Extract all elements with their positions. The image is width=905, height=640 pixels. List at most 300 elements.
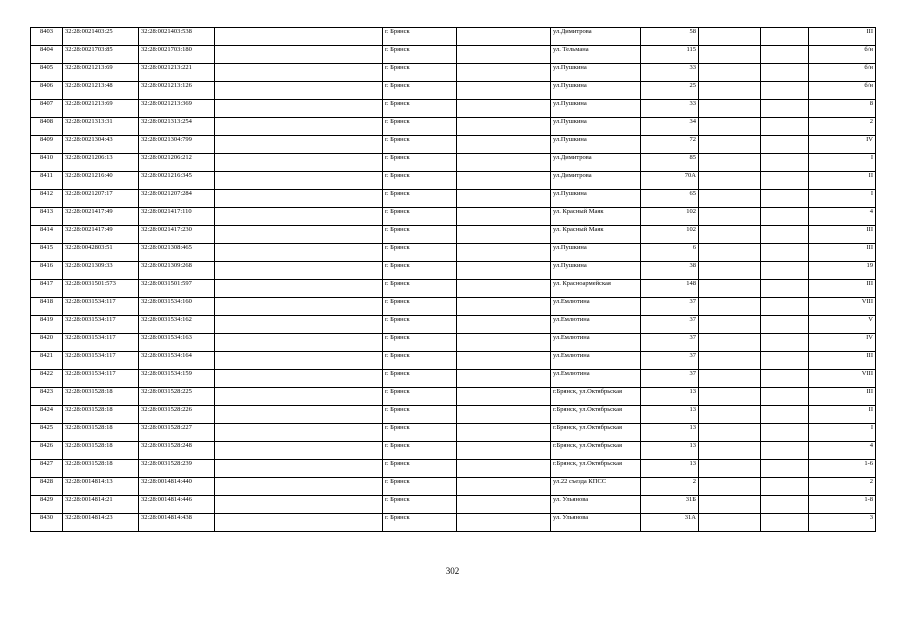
cell-cell-empty-a — [215, 406, 383, 424]
cell-street: ул.Димитрова — [551, 172, 641, 190]
cell-cadastral-object-number: 32:28:0021304:799 — [139, 136, 215, 154]
cell-cell-empty-c — [699, 352, 761, 370]
cell-cell-empty-b — [457, 100, 551, 118]
cell-cadastral-object-number: 32:28:0021213:221 — [139, 64, 215, 82]
cell-cell-empty-d — [761, 28, 809, 46]
cell-cell-empty-a — [215, 226, 383, 244]
cell-cell-empty-b — [457, 298, 551, 316]
cell-cadastral-land-number: 32:28:0042803:51 — [63, 244, 139, 262]
cell-cell-empty-b — [457, 64, 551, 82]
cell-street: ул.Димитрова — [551, 28, 641, 46]
cell-apartment: II — [809, 172, 876, 190]
cell-cell-empty-d — [761, 514, 809, 532]
cell-cadastral-land-number: 32:28:0021313:31 — [63, 118, 139, 136]
cell-house-number: 38 — [641, 262, 699, 280]
cell-apartment: III — [809, 388, 876, 406]
cell-cell-empty-c — [699, 118, 761, 136]
table-row — [31, 136, 876, 154]
cell-cadastral-land-number: 32:28:0031528:18 — [63, 442, 139, 460]
cell-cadastral-land-number: 32:28:0014814:21 — [63, 496, 139, 514]
cell-cell-empty-c — [699, 262, 761, 280]
cell-apartment: I — [809, 154, 876, 172]
cell-cell-empty-c — [699, 280, 761, 298]
cell-cadastral-land-number: 32:28:0021216:40 — [63, 172, 139, 190]
cell-row-number: 8421 — [31, 352, 63, 370]
cell-city: г. Брянск — [383, 226, 457, 244]
cell-cell-empty-a — [215, 442, 383, 460]
cell-row-number: 8406 — [31, 82, 63, 100]
cell-city: г. Брянск — [383, 334, 457, 352]
table-row — [31, 334, 876, 352]
table-row — [31, 262, 876, 280]
cell-row-number: 8414 — [31, 226, 63, 244]
cell-cell-empty-a — [215, 496, 383, 514]
cell-cadastral-land-number: 32:28:0014814:13 — [63, 478, 139, 496]
cell-apartment: б/н — [809, 64, 876, 82]
cell-cadastral-land-number: 32:28:0014814:23 — [63, 514, 139, 532]
cell-cell-empty-c — [699, 172, 761, 190]
table-row — [31, 208, 876, 226]
cell-cell-empty-b — [457, 28, 551, 46]
cell-street: ул. Ульянова — [551, 514, 641, 532]
cell-cell-empty-a — [215, 262, 383, 280]
cell-apartment: I — [809, 190, 876, 208]
cell-city: г. Брянск — [383, 478, 457, 496]
cell-city: г. Брянск — [383, 28, 457, 46]
cell-apartment: 3 — [809, 514, 876, 532]
cell-cell-empty-c — [699, 370, 761, 388]
cell-cell-empty-a — [215, 334, 383, 352]
cell-cadastral-land-number: 32:28:0031534:117 — [63, 316, 139, 334]
cell-city: г. Брянск — [383, 244, 457, 262]
cell-house-number: 115 — [641, 46, 699, 64]
table-row — [31, 298, 876, 316]
cell-apartment: V — [809, 316, 876, 334]
cell-cell-empty-d — [761, 46, 809, 64]
cell-row-number: 8429 — [31, 496, 63, 514]
cell-row-number: 8427 — [31, 460, 63, 478]
table-row — [31, 64, 876, 82]
cell-row-number: 8428 — [31, 478, 63, 496]
cell-cell-empty-d — [761, 298, 809, 316]
cell-cell-empty-b — [457, 388, 551, 406]
cell-cell-empty-d — [761, 478, 809, 496]
cell-house-number: 13 — [641, 406, 699, 424]
cell-city: г. Брянск — [383, 388, 457, 406]
cell-city: г. Брянск — [383, 442, 457, 460]
cell-cadastral-object-number: 32:28:0021313:254 — [139, 118, 215, 136]
cell-street: г.Брянск, ул.Октябрьская — [551, 460, 641, 478]
cell-cell-empty-c — [699, 244, 761, 262]
cell-street: ул.Пушкина — [551, 136, 641, 154]
cell-cell-empty-d — [761, 388, 809, 406]
cell-cell-empty-c — [699, 46, 761, 64]
table-row — [31, 406, 876, 424]
cell-house-number: 37 — [641, 334, 699, 352]
cell-row-number: 8422 — [31, 370, 63, 388]
cell-street: г.Брянск, ул.Октябрьская — [551, 442, 641, 460]
cell-cell-empty-c — [699, 226, 761, 244]
page-number: 302 — [445, 566, 460, 576]
cell-row-number: 8419 — [31, 316, 63, 334]
cell-cadastral-land-number: 32:28:0031528:18 — [63, 424, 139, 442]
cell-apartment: б/н — [809, 46, 876, 64]
cell-cell-empty-b — [457, 154, 551, 172]
cell-cell-empty-c — [699, 190, 761, 208]
cell-street: ул.Емлютина — [551, 298, 641, 316]
table-row — [31, 424, 876, 442]
cell-street: ул.Пушкина — [551, 64, 641, 82]
cell-cell-empty-c — [699, 28, 761, 46]
cell-cadastral-object-number: 32:28:0014814:438 — [139, 514, 215, 532]
cell-row-number: 8424 — [31, 406, 63, 424]
cell-cadastral-object-number: 32:28:0031534:159 — [139, 370, 215, 388]
cell-cadastral-object-number: 32:28:0014814:440 — [139, 478, 215, 496]
cell-cadastral-land-number: 32:28:0031528:18 — [63, 406, 139, 424]
cell-street: ул. Тельмана — [551, 46, 641, 64]
cell-cell-empty-d — [761, 424, 809, 442]
table-row — [31, 154, 876, 172]
cell-street: ул.Емлютина — [551, 334, 641, 352]
cell-cell-empty-c — [699, 154, 761, 172]
cell-cell-empty-c — [699, 496, 761, 514]
table-body — [31, 28, 876, 532]
cell-cadastral-object-number: 32:28:0021309:268 — [139, 262, 215, 280]
cell-cadastral-land-number: 32:28:0021703:85 — [63, 46, 139, 64]
table-row — [31, 244, 876, 262]
cell-apartment: III — [809, 28, 876, 46]
cell-city: г. Брянск — [383, 460, 457, 478]
cell-cell-empty-d — [761, 370, 809, 388]
cell-street: ул.Пушкина — [551, 262, 641, 280]
cell-cell-empty-c — [699, 64, 761, 82]
cell-row-number: 8423 — [31, 388, 63, 406]
cell-street: ул.Пушкина — [551, 118, 641, 136]
cell-city: г. Брянск — [383, 64, 457, 82]
cell-row-number: 8409 — [31, 136, 63, 154]
cell-apartment: 2 — [809, 478, 876, 496]
cell-cadastral-land-number: 32:28:0021304:43 — [63, 136, 139, 154]
cell-cell-empty-d — [761, 226, 809, 244]
cell-street: ул.Емлютина — [551, 352, 641, 370]
cell-cell-empty-d — [761, 244, 809, 262]
cell-cell-empty-a — [215, 136, 383, 154]
cell-house-number: 37 — [641, 352, 699, 370]
cell-cell-empty-a — [215, 460, 383, 478]
cell-row-number: 8416 — [31, 262, 63, 280]
cell-cell-empty-a — [215, 46, 383, 64]
cell-cadastral-land-number: 32:28:0021403:25 — [63, 28, 139, 46]
cell-cell-empty-d — [761, 100, 809, 118]
cell-city: г. Брянск — [383, 424, 457, 442]
cell-cell-empty-d — [761, 460, 809, 478]
cell-cell-empty-c — [699, 100, 761, 118]
cell-house-number: 70А — [641, 172, 699, 190]
cell-cell-empty-c — [699, 478, 761, 496]
cell-street: ул. Красный Маяк — [551, 208, 641, 226]
cell-cadastral-object-number: 32:28:0021207:284 — [139, 190, 215, 208]
cell-cell-empty-c — [699, 334, 761, 352]
cell-apartment: III — [809, 226, 876, 244]
registry-table — [30, 27, 876, 532]
table-row — [31, 46, 876, 64]
cell-city: г. Брянск — [383, 46, 457, 64]
cell-house-number: 65 — [641, 190, 699, 208]
cell-apartment: VIII — [809, 298, 876, 316]
cell-cell-empty-c — [699, 442, 761, 460]
cell-house-number: 13 — [641, 442, 699, 460]
cell-cadastral-object-number: 32:28:0031528:226 — [139, 406, 215, 424]
cell-cell-empty-c — [699, 136, 761, 154]
table-row — [31, 118, 876, 136]
cell-row-number: 8412 — [31, 190, 63, 208]
cell-street: ул. Ульянова — [551, 496, 641, 514]
cell-house-number: 37 — [641, 316, 699, 334]
cell-cell-empty-d — [761, 334, 809, 352]
cell-row-number: 8418 — [31, 298, 63, 316]
cell-row-number: 8415 — [31, 244, 63, 262]
cell-cadastral-object-number: 32:28:0031528:239 — [139, 460, 215, 478]
cell-cadastral-land-number: 32:28:0021207:17 — [63, 190, 139, 208]
cell-house-number: 37 — [641, 298, 699, 316]
cell-cell-empty-a — [215, 280, 383, 298]
table-row — [31, 100, 876, 118]
cell-house-number: 13 — [641, 388, 699, 406]
cell-cell-empty-d — [761, 190, 809, 208]
cell-cadastral-object-number: 32:28:0031528:227 — [139, 424, 215, 442]
cell-cell-empty-b — [457, 262, 551, 280]
cell-cadastral-object-number: 32:28:0021417:230 — [139, 226, 215, 244]
cell-cell-empty-a — [215, 172, 383, 190]
cell-cell-empty-b — [457, 46, 551, 64]
cell-cell-empty-a — [215, 190, 383, 208]
cell-apartment: б/н — [809, 82, 876, 100]
cell-street: г.Брянск, ул.Октябрьская — [551, 388, 641, 406]
cell-cadastral-land-number: 32:28:0031534:117 — [63, 352, 139, 370]
cell-house-number: 13 — [641, 460, 699, 478]
cell-street: ул.Пушкина — [551, 244, 641, 262]
cell-cadastral-object-number: 32:28:0031534:160 — [139, 298, 215, 316]
cell-row-number: 8410 — [31, 154, 63, 172]
cell-street: ул. Красный Маяк — [551, 226, 641, 244]
table-row — [31, 352, 876, 370]
cell-house-number: 34 — [641, 118, 699, 136]
cell-house-number: 37 — [641, 370, 699, 388]
cell-cell-empty-c — [699, 460, 761, 478]
cell-cell-empty-b — [457, 496, 551, 514]
cell-city: г. Брянск — [383, 100, 457, 118]
cell-cadastral-land-number: 32:28:0021213:69 — [63, 64, 139, 82]
cell-cell-empty-b — [457, 82, 551, 100]
table-row — [31, 316, 876, 334]
cell-cadastral-land-number: 32:28:0021417:49 — [63, 208, 139, 226]
cell-street: ул.Пушкина — [551, 100, 641, 118]
table-row — [31, 478, 876, 496]
cell-city: г. Брянск — [383, 172, 457, 190]
cell-row-number: 8430 — [31, 514, 63, 532]
cell-street: ул. Красноармейская — [551, 280, 641, 298]
table-row — [31, 370, 876, 388]
table-row — [31, 514, 876, 532]
cell-street: ул.Пушкина — [551, 82, 641, 100]
cell-cell-empty-b — [457, 352, 551, 370]
cell-cadastral-object-number: 32:28:0021703:180 — [139, 46, 215, 64]
cell-cadastral-land-number: 32:28:0031534:117 — [63, 334, 139, 352]
table-row — [31, 496, 876, 514]
cell-cadastral-land-number: 32:28:0031534:117 — [63, 298, 139, 316]
cell-apartment: III — [809, 244, 876, 262]
cell-cell-empty-b — [457, 172, 551, 190]
cell-house-number: 6 — [641, 244, 699, 262]
cell-apartment: 8 — [809, 100, 876, 118]
registry-sheet — [30, 27, 875, 532]
cell-street: ул.Емлютина — [551, 370, 641, 388]
cell-house-number: 33 — [641, 64, 699, 82]
cell-apartment: 4 — [809, 208, 876, 226]
table-row — [31, 442, 876, 460]
cell-cell-empty-b — [457, 190, 551, 208]
cell-cell-empty-a — [215, 298, 383, 316]
cell-apartment: III — [809, 280, 876, 298]
cell-cadastral-land-number: 32:28:0031534:117 — [63, 370, 139, 388]
cell-cell-empty-a — [215, 100, 383, 118]
cell-cell-empty-a — [215, 370, 383, 388]
cell-apartment: 19 — [809, 262, 876, 280]
cell-cell-empty-d — [761, 172, 809, 190]
cell-cell-empty-b — [457, 316, 551, 334]
cell-cell-empty-b — [457, 514, 551, 532]
cell-cell-empty-c — [699, 298, 761, 316]
cell-cell-empty-d — [761, 82, 809, 100]
cell-cell-empty-c — [699, 424, 761, 442]
cell-city: г. Брянск — [383, 496, 457, 514]
cell-cell-empty-a — [215, 514, 383, 532]
cell-city: г. Брянск — [383, 262, 457, 280]
cell-city: г. Брянск — [383, 370, 457, 388]
cell-cadastral-object-number: 32:28:0031534:164 — [139, 352, 215, 370]
cell-city: г. Брянск — [383, 280, 457, 298]
cell-row-number: 8425 — [31, 424, 63, 442]
cell-cell-empty-a — [215, 316, 383, 334]
cell-cadastral-object-number: 32:28:0021213:369 — [139, 100, 215, 118]
cell-cell-empty-d — [761, 406, 809, 424]
cell-cell-empty-b — [457, 478, 551, 496]
cell-street: ул.Емлютина — [551, 316, 641, 334]
cell-city: г. Брянск — [383, 154, 457, 172]
cell-row-number: 8411 — [31, 172, 63, 190]
cell-cadastral-land-number: 32:28:0031528:18 — [63, 388, 139, 406]
cell-cadastral-object-number: 32:28:0021206:212 — [139, 154, 215, 172]
cell-cell-empty-a — [215, 424, 383, 442]
cell-cadastral-object-number: 32:28:0031528:225 — [139, 388, 215, 406]
table-row — [31, 172, 876, 190]
cell-cell-empty-a — [215, 478, 383, 496]
cell-cell-empty-d — [761, 262, 809, 280]
cell-row-number: 8420 — [31, 334, 63, 352]
cell-cadastral-land-number: 32:28:0021213:48 — [63, 82, 139, 100]
cell-cell-empty-b — [457, 424, 551, 442]
cell-house-number: 13 — [641, 424, 699, 442]
cell-cadastral-object-number: 32:28:0014814:446 — [139, 496, 215, 514]
cell-cell-empty-b — [457, 406, 551, 424]
cell-city: г. Брянск — [383, 208, 457, 226]
cell-cadastral-land-number: 32:28:0021206:13 — [63, 154, 139, 172]
cell-cell-empty-c — [699, 208, 761, 226]
cell-cell-empty-b — [457, 226, 551, 244]
table-row — [31, 28, 876, 46]
cell-row-number: 8403 — [31, 28, 63, 46]
cell-cell-empty-c — [699, 406, 761, 424]
cell-cell-empty-b — [457, 442, 551, 460]
cell-cadastral-object-number: 32:28:0021308:465 — [139, 244, 215, 262]
cell-cell-empty-d — [761, 280, 809, 298]
cell-street: г.Брянск, ул.Октябрьская — [551, 424, 641, 442]
cell-cell-empty-a — [215, 154, 383, 172]
cell-cell-empty-a — [215, 244, 383, 262]
cell-row-number: 8417 — [31, 280, 63, 298]
cell-street: ул.Пушкина — [551, 190, 641, 208]
cell-apartment: 4 — [809, 442, 876, 460]
cell-cell-empty-c — [699, 388, 761, 406]
cell-cell-empty-b — [457, 280, 551, 298]
table-row — [31, 280, 876, 298]
table-row — [31, 226, 876, 244]
cell-cell-empty-a — [215, 118, 383, 136]
cell-cadastral-land-number: 32:28:0031528:18 — [63, 460, 139, 478]
cell-row-number: 8404 — [31, 46, 63, 64]
cell-cell-empty-a — [215, 388, 383, 406]
cell-cadastral-object-number: 32:28:0031501:597 — [139, 280, 215, 298]
cell-cell-empty-a — [215, 208, 383, 226]
cell-row-number: 8408 — [31, 118, 63, 136]
cell-cell-empty-d — [761, 118, 809, 136]
table-row — [31, 82, 876, 100]
cell-cell-empty-d — [761, 496, 809, 514]
cell-apartment: IV — [809, 334, 876, 352]
cell-apartment: IV — [809, 136, 876, 154]
cell-cadastral-object-number: 32:28:0031534:162 — [139, 316, 215, 334]
cell-cell-empty-c — [699, 82, 761, 100]
cell-cell-empty-d — [761, 64, 809, 82]
cell-house-number: 72 — [641, 136, 699, 154]
cell-city: г. Брянск — [383, 298, 457, 316]
cell-house-number: 85 — [641, 154, 699, 172]
cell-cell-empty-b — [457, 334, 551, 352]
cell-apartment: 1-6 — [809, 460, 876, 478]
cell-cadastral-land-number: 32:28:0021309:33 — [63, 262, 139, 280]
cell-street: ул.22 съезда КПСС — [551, 478, 641, 496]
cell-row-number: 8413 — [31, 208, 63, 226]
cell-cadastral-land-number: 32:28:0031501:573 — [63, 280, 139, 298]
cell-house-number: 31Б — [641, 496, 699, 514]
cell-city: г. Брянск — [383, 406, 457, 424]
cell-cadastral-object-number: 32:28:0031534:163 — [139, 334, 215, 352]
cell-city: г. Брянск — [383, 190, 457, 208]
cell-cadastral-object-number: 32:28:0021216:345 — [139, 172, 215, 190]
cell-cell-empty-c — [699, 316, 761, 334]
table-row — [31, 460, 876, 478]
cell-cell-empty-c — [699, 514, 761, 532]
cell-cell-empty-a — [215, 82, 383, 100]
cell-city: г. Брянск — [383, 82, 457, 100]
cell-cell-empty-b — [457, 370, 551, 388]
cell-cadastral-object-number: 32:28:0021213:126 — [139, 82, 215, 100]
cell-row-number: 8426 — [31, 442, 63, 460]
cell-city: г. Брянск — [383, 514, 457, 532]
cell-house-number: 102 — [641, 226, 699, 244]
cell-cell-empty-a — [215, 64, 383, 82]
cell-apartment: I — [809, 424, 876, 442]
